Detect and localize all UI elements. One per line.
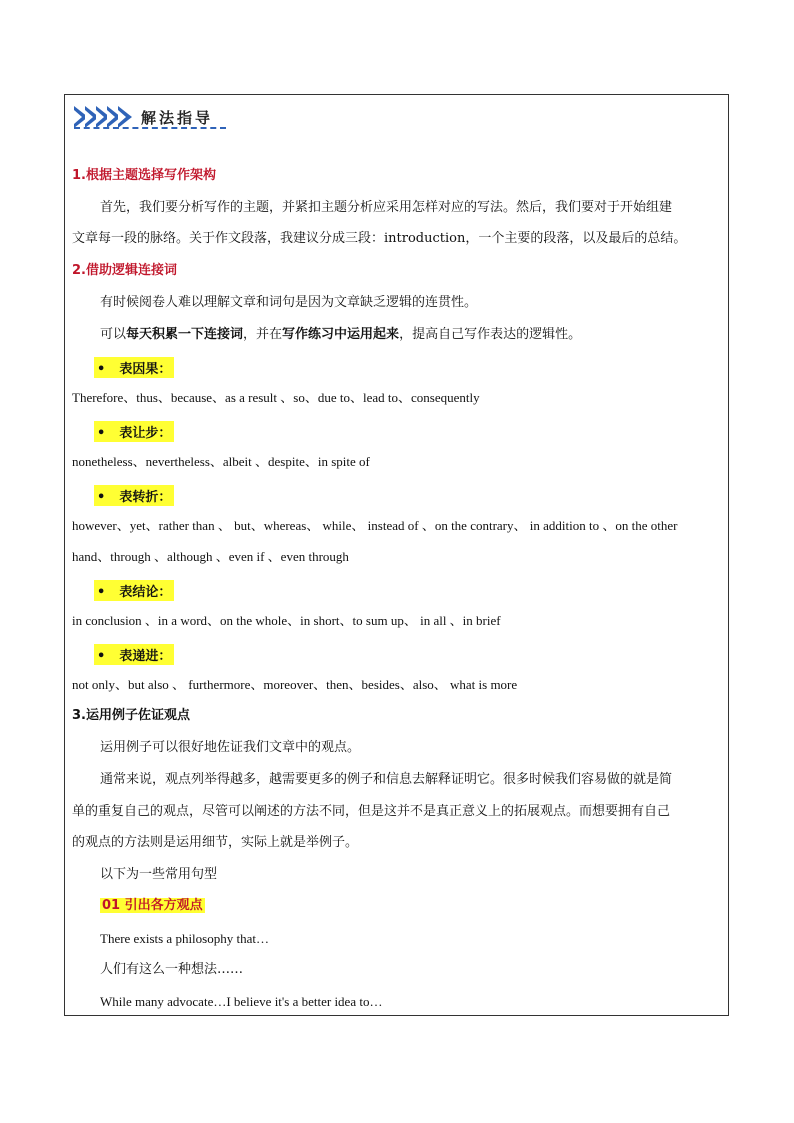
- words-conclusion: in conclusion 、in a word、on the whole、in short、to sum up、 in all 、in brief: [72, 613, 501, 628]
- section-2-para-2: 可以每天积累一下连接词，并在写作练习中运用起来，提高自己写作表达的逻辑性。: [100, 327, 582, 342]
- section-1-para-line-1: 首先，我们要分析写作的主题，并紧扣主题分析应采用怎样对应的写法。然后，我们要对于开始组建: [100, 200, 673, 215]
- bullet-concession: • 表让步：: [94, 421, 174, 442]
- section-2-heading: 2.借助逻辑连接词: [72, 263, 177, 278]
- words-contrast-line-1: however、yet、rather than 、 but、whereas、 while、 instead of 、on the contrary、 in addition to 、on the other: [72, 518, 678, 533]
- subheading-01: 01 引出各方观点: [102, 898, 203, 913]
- section-1-para-line-2: 文章每一段的脉络。关于作文段落，我建议分成三段：introduction，一个主要的段落，以及最后的总结。: [72, 231, 687, 246]
- words-contrast-line-2: hand、through 、although 、even if 、even through: [72, 549, 349, 564]
- section-1-heading: 1.根据主题选择写作架构: [72, 168, 216, 183]
- section-3-heading: 3.运用例子佐证观点: [72, 708, 190, 723]
- section-3-para-2-line-3: 的观点的方法则是运用细节，实际上就是举例子。: [72, 835, 359, 850]
- words-progression: not only、but also 、 furthermore、moreover、then、besides、also、 what is more: [72, 677, 518, 692]
- section-3-para-2-line-1: 通常来说，观点列举得越多，越需要更多的例子和信息去解释证明它。很多时候我们容易做的就是简: [100, 772, 673, 787]
- bullet-cause-effect: • 表因果：: [94, 357, 174, 378]
- bullet-progression: • 表递进：: [94, 644, 174, 665]
- section-3-para-3: 以下为一些常用句型: [100, 867, 218, 882]
- words-cause-effect: Therefore、thus、because、as a result 、so、due to、lead to、consequently: [72, 390, 480, 405]
- banner-underline: [74, 127, 226, 129]
- section-2-para-1: 有时候阅卷人难以理解文章和词句是因为文章缺乏逻辑的连贯性。: [100, 295, 478, 310]
- bullet-contrast: • 表转折：: [94, 485, 174, 506]
- example-sentence-1-cn: 人们有这么一种想法……: [100, 962, 244, 977]
- example-sentence-1: There exists a philosophy that…: [100, 931, 269, 946]
- bullet-conclusion: • 表结论：: [94, 580, 174, 601]
- chevron-arrows-icon: [74, 106, 129, 128]
- section-3-para-1: 运用例子可以很好地佐证我们文章中的观点。: [100, 740, 361, 755]
- words-concession: nonetheless、nevertheless、albeit 、despite、in spite of: [72, 454, 370, 469]
- section-3-para-2-line-2: 单的重复自己的观点，尽管可以阐述的方法不同，但是这并不是真正意义上的拓展观点。而想要拥有自己: [72, 804, 671, 819]
- example-sentence-2: While many advocate…I believe it's a better idea to…: [100, 994, 383, 1009]
- banner-title: 解法指导: [141, 108, 214, 127]
